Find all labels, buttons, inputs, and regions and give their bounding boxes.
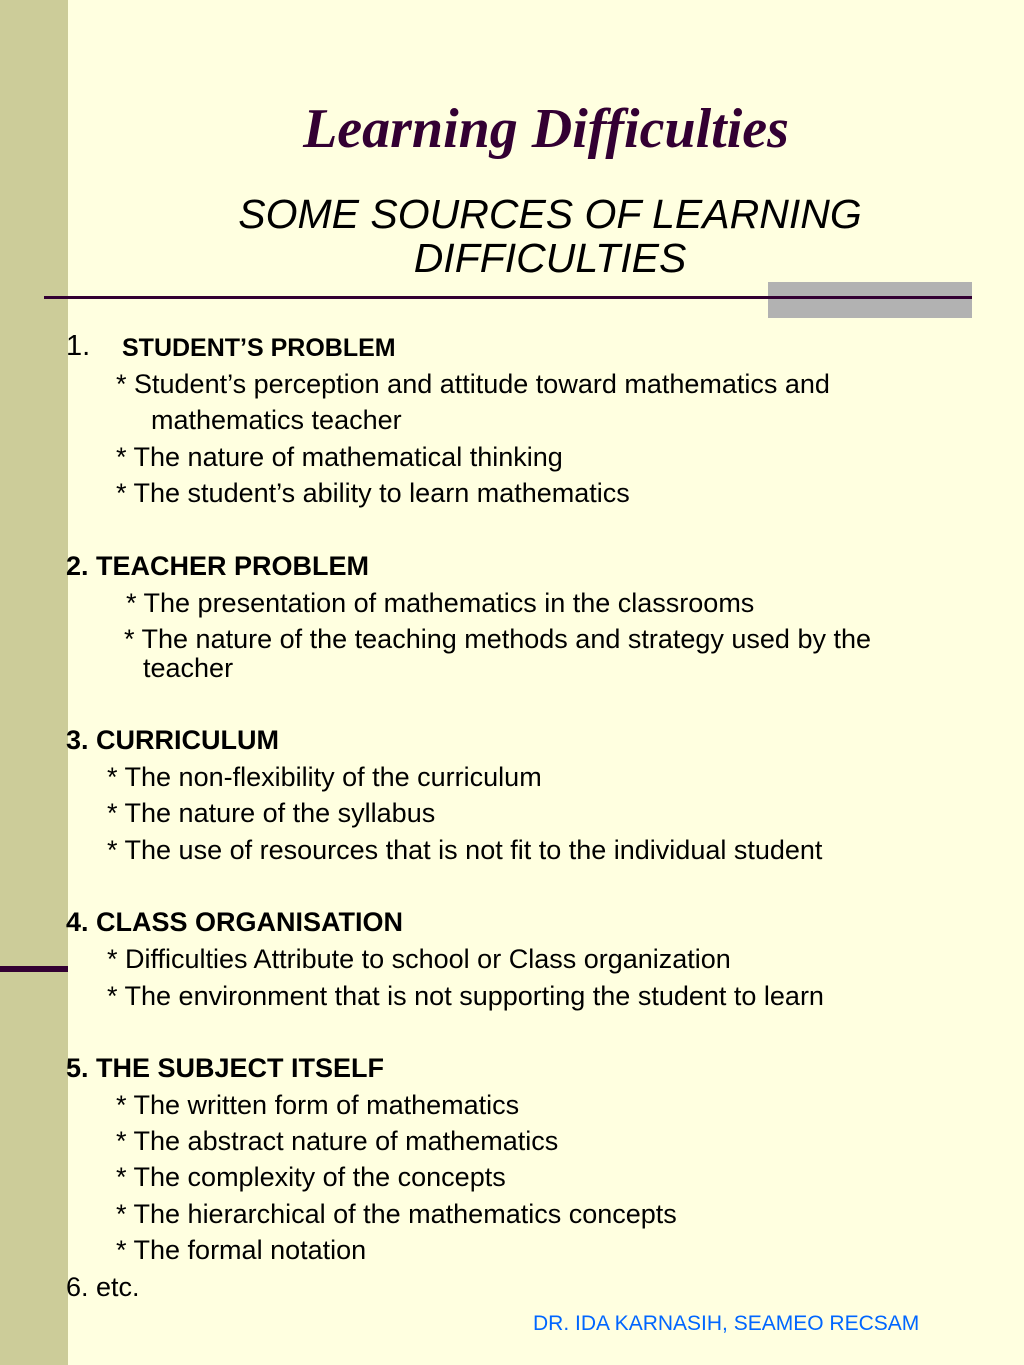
section-5-item: * The formal notation (116, 1235, 367, 1265)
slide-title: Learning Difficulties (303, 98, 789, 160)
subtitle-line-1: SOME SOURCES OF LEARNING (238, 191, 862, 237)
section-6-heading: 6. etc. (66, 1272, 140, 1302)
section-2-heading: 2. TEACHER PROBLEM (66, 551, 370, 581)
footer-credit: DR. IDA KARNASIH, SEAMEO RECSAM (533, 1312, 920, 1335)
decorative-gray-block (768, 282, 972, 318)
section-3-item: * The use of resources that is not fit to the individual student (107, 835, 823, 865)
slide-subtitle (100, 192, 1000, 280)
section-5-heading: 5. THE SUBJECT ITSELF (66, 1053, 385, 1083)
section-1-item: * The nature of mathematical thinking (116, 442, 563, 472)
section-4-item: * Difficulties Attribute to school or Class organization (107, 944, 731, 974)
section-2-item: * The nature of the teaching methods and strategy used by the (124, 624, 871, 654)
title-divider (44, 296, 972, 299)
left-band-accent (0, 966, 68, 972)
section-3-heading: 3. CURRICULUM (66, 725, 279, 755)
section-1-item-continued: mathematics teacher (151, 405, 402, 435)
section-4-heading: 4. CLASS ORGANISATION (66, 907, 404, 937)
section-1-heading: STUDENT’S PROBLEM (122, 334, 396, 362)
section-3-item: * The nature of the syllabus (107, 798, 436, 828)
section-3-item: * The non-flexibility of the curriculum (107, 762, 542, 792)
section-5-item: * The hierarchical of the mathematics concepts (116, 1199, 677, 1229)
section-5-item: * The written form of mathematics (116, 1090, 520, 1120)
section-1-item: * Student’s perception and attitude toward mathematics and (116, 369, 830, 399)
section-2-item: * The presentation of mathematics in the classrooms (126, 588, 755, 618)
left-decorative-band (0, 0, 68, 1365)
section-4-item: * The environment that is not supporting the student to learn (107, 981, 824, 1011)
section-1-item: * The student’s ability to learn mathematics (116, 478, 630, 508)
section-2-item-continued: teacher (143, 653, 234, 683)
section-5-item: * The abstract nature of mathematics (116, 1126, 559, 1156)
section-1-number: 1. (66, 330, 91, 362)
subtitle-line-2: DIFFICULTIES (413, 235, 687, 281)
section-5-item: * The complexity of the concepts (116, 1162, 506, 1192)
